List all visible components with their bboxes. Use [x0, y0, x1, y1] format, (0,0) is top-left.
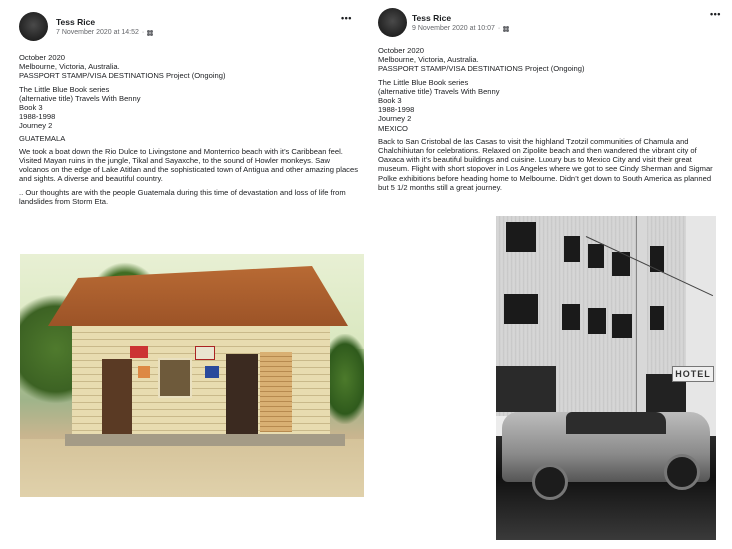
text-line: Book 3: [19, 103, 43, 113]
text-line: The Little Blue Book series: [378, 77, 469, 87]
post-meta: [56, 29, 154, 36]
more-options-button[interactable]: •••: [341, 13, 352, 23]
timestamp[interactable]: 7 November 2020 at 14:52: [56, 29, 139, 36]
text-line: PASSPORT STAMP/VISA DESTINATIONS Project (Ongoing): [378, 64, 585, 74]
timestamp[interactable]: 9 November 2020 at 10:07: [412, 25, 495, 32]
separator: ·: [141, 29, 145, 36]
text-line: Journey 2: [378, 114, 412, 124]
text-line: Melbourne, Victoria, Australia.: [19, 62, 120, 72]
avatar[interactable]: [378, 8, 407, 37]
text-line: October 2020: [19, 53, 66, 62]
separator: ·: [497, 25, 501, 32]
post-text: [378, 46, 718, 192]
hotel-sign: HOTEL: [672, 366, 714, 382]
text-line: Journey 2: [19, 121, 53, 131]
text-line: (alternative title) Travels With Benny: [19, 93, 141, 103]
friends-icon: [147, 30, 154, 36]
text-line: October 2020: [378, 46, 425, 55]
post-meta: [412, 25, 510, 32]
post-photo[interactable]: [496, 216, 716, 540]
closing-paragraph: .. Our thoughts are with the people Guatemala during this time of devastation and loss of life from landslides from Storm Eta.: [19, 187, 346, 206]
description-paragraph: Back to San Cristobal de las Casas to visit the highland Tzotzil communities of Chamula and Chalchihiutan for celebrations. Relaxed on Zipolite beach and then wandered the vibrant city of Oaxaca with it’s beautiful buildings and cuisine. Luxury bus to Mexico City and visit their great museum. Flight with short stopover in Los Angeles where we got to see Cindy Sherman and Sigmar Polke exhibitions before heading home to Melbourne. Didn’t get down to South America as planned but 5 1/2 months still a great journey.: [378, 136, 713, 192]
country-heading: GUATEMALA: [19, 133, 66, 143]
author-name[interactable]: Tess Rice: [412, 13, 452, 23]
text-line: Melbourne, Victoria, Australia.: [378, 55, 479, 65]
friends-icon: [503, 26, 510, 32]
avatar[interactable]: [19, 12, 48, 41]
text-line: (alternative title) Travels With Benny: [378, 86, 500, 96]
more-options-button[interactable]: •••: [710, 9, 721, 19]
text-line: 1988-1998: [378, 105, 415, 115]
description-paragraph: We took a boat down the Rio Dulce to Livingstone and Monterrico beach with it’s Caribbean feel. Visited Mayan ruins in the jungle, Tikal and Sayaxche, to the sound of Howler monkeys. Saw volcanos on the edge of Lake Atitlan and the sophisticated town of Antigua and other amazing places and sights. A diverse and beautiful country.: [19, 146, 359, 184]
post-photo[interactable]: [20, 254, 364, 497]
author-name[interactable]: Tess Rice: [56, 17, 96, 27]
text-line: Book 3: [378, 96, 402, 106]
text-line: PASSPORT STAMP/VISA DESTINATIONS Project (Ongoing): [19, 71, 226, 81]
country-heading: MEXICO: [378, 123, 408, 133]
text-line: The Little Blue Book series: [19, 84, 110, 94]
text-line: 1988-1998: [19, 112, 56, 122]
post-text: [19, 53, 359, 206]
